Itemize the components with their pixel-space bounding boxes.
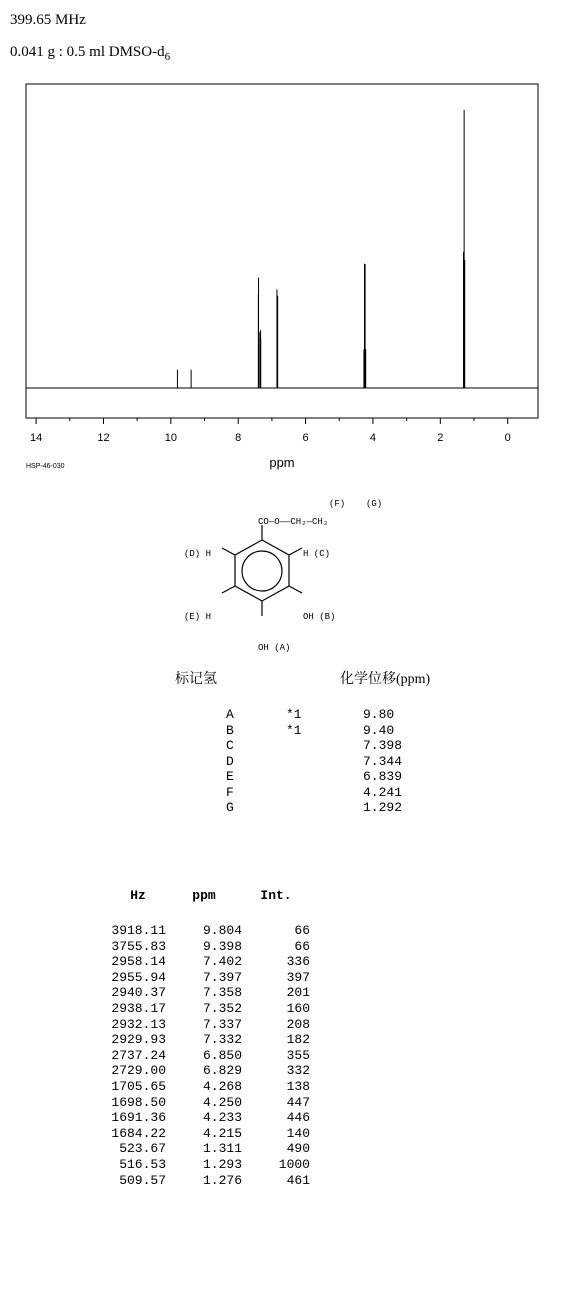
assignment-shift: 9.80 xyxy=(363,707,395,722)
cell-ppm: 7.337 xyxy=(202,1016,242,1032)
assignment-label: F xyxy=(226,784,234,800)
cell-ppm: 7.402 xyxy=(202,954,242,970)
bond-h-d xyxy=(222,548,235,555)
cell-int: 355 xyxy=(286,1047,310,1063)
assignment-note xyxy=(286,754,363,770)
cell-hz: 2929.93 xyxy=(111,1032,166,1048)
assignment-label: D xyxy=(226,753,234,769)
cell-int: 447 xyxy=(286,1094,310,1110)
assignment-note: *1 xyxy=(286,722,302,738)
cell-ppm: 4.215 xyxy=(202,1125,242,1141)
cell-hz: 2938.17 xyxy=(111,1000,166,1016)
x-tick-label: 0 xyxy=(504,432,511,444)
label-g: (G) xyxy=(366,499,383,509)
assignment-note xyxy=(286,785,363,801)
assignment-note xyxy=(286,800,363,816)
assignment-shift-header: 化学位移(ppm) xyxy=(340,672,431,687)
benzene-ring xyxy=(235,540,289,601)
header-ppm: ppm xyxy=(192,888,216,903)
assignment-note xyxy=(286,738,363,754)
assignment-row xyxy=(226,723,402,739)
assignment-shift: 1.292 xyxy=(363,800,403,815)
assignment-row xyxy=(226,707,402,723)
table-row xyxy=(110,1173,310,1189)
cell-ppm: 7.352 xyxy=(202,1000,242,1016)
cell-int: 138 xyxy=(286,1078,310,1094)
assignment-shift: 7.398 xyxy=(363,738,403,753)
x-axis-label: ppm xyxy=(269,455,295,470)
table-row xyxy=(110,1141,310,1157)
assignment-note: *1 xyxy=(286,707,302,722)
cell-hz: 2958.14 xyxy=(111,954,166,970)
assignment-row xyxy=(226,754,402,770)
cell-ppm: 7.358 xyxy=(202,985,242,1001)
table-row xyxy=(110,923,310,939)
table-row xyxy=(110,939,310,955)
ester-group: CO—O——CH₂—CH₃ xyxy=(258,517,329,527)
assignment-label: G xyxy=(226,800,234,815)
cell-int: 140 xyxy=(286,1125,310,1141)
spectrum-code: HSP-46-030 xyxy=(26,463,65,470)
cell-ppm: 4.268 xyxy=(202,1078,242,1094)
x-tick-label: 8 xyxy=(235,432,242,444)
assignment-label: E xyxy=(226,769,234,784)
table-row xyxy=(110,985,310,1001)
cell-hz: 2940.37 xyxy=(111,985,166,1001)
assignment-shift: 9.40 xyxy=(363,722,395,738)
cell-hz: 3918.11 xyxy=(111,923,166,938)
assignment-row xyxy=(226,738,402,754)
cell-int: 66 xyxy=(294,938,310,954)
cell-hz: 1698.50 xyxy=(111,1094,166,1110)
cell-int: 182 xyxy=(286,1032,310,1048)
table-row xyxy=(110,1017,310,1033)
sample-text: 0.041 g : 0.5 ml DMSO-d xyxy=(10,44,165,60)
cell-hz: 2729.00 xyxy=(111,1063,166,1079)
cell-int: 208 xyxy=(286,1016,310,1032)
bond-oh-b xyxy=(289,586,302,593)
x-tick-label: 10 xyxy=(164,432,177,444)
cell-ppm: 1.311 xyxy=(202,1141,242,1157)
assignment-shift: 4.241 xyxy=(363,784,403,800)
label-b: OH (B) xyxy=(303,612,336,622)
assignment-shift: 6.839 xyxy=(363,769,403,784)
header-hz: Hz xyxy=(130,888,146,903)
cell-int: 160 xyxy=(286,1000,310,1016)
spectrometer-frequency: 399.65 MHz xyxy=(10,12,86,28)
label-c: H (C) xyxy=(303,549,331,559)
cell-ppm: 6.829 xyxy=(202,1063,242,1079)
cell-int: 446 xyxy=(286,1110,310,1126)
cell-hz: 3755.83 xyxy=(111,938,166,954)
assignment-note xyxy=(286,769,363,785)
peak-list-table xyxy=(110,888,310,1188)
table-row xyxy=(110,1110,310,1126)
label-e: (E) H xyxy=(184,612,212,622)
assignment-table xyxy=(226,707,402,816)
cell-hz: 2737.24 xyxy=(111,1047,166,1063)
cell-hz: 1691.36 xyxy=(111,1110,166,1126)
header-int: Int. xyxy=(260,888,292,903)
sample-subscript: 6 xyxy=(164,51,171,63)
assignment-label: A xyxy=(226,707,234,722)
table-row xyxy=(110,1001,310,1017)
assignment-row xyxy=(226,769,402,785)
cell-int: 332 xyxy=(286,1063,310,1079)
cell-hz: 1705.65 xyxy=(111,1078,166,1094)
assignment-shift: 7.344 xyxy=(363,753,403,769)
cell-int: 461 xyxy=(286,1172,310,1188)
cell-ppm: 7.332 xyxy=(202,1032,242,1048)
assignment-row xyxy=(226,800,402,816)
cell-ppm: 4.250 xyxy=(202,1094,242,1110)
label-d: (D) H xyxy=(184,549,212,559)
cell-ppm: 1.276 xyxy=(202,1172,242,1188)
x-tick-label: 14 xyxy=(29,432,43,444)
cell-ppm: 4.233 xyxy=(202,1110,242,1126)
table-row xyxy=(110,954,310,970)
assignment-label: B xyxy=(226,722,234,738)
cell-int: 490 xyxy=(286,1141,310,1157)
cell-ppm: 6.850 xyxy=(202,1047,242,1063)
cell-hz: 2955.94 xyxy=(111,969,166,985)
cell-ppm: 7.397 xyxy=(202,969,242,985)
table-spacer xyxy=(110,904,310,923)
peak-table-header-row xyxy=(110,888,310,904)
assignment-row xyxy=(226,785,402,801)
table-row xyxy=(110,1079,310,1095)
bond-h-c xyxy=(289,548,302,555)
table-row xyxy=(110,1095,310,1111)
cell-hz: 509.57 xyxy=(119,1172,166,1188)
cell-int: 336 xyxy=(286,954,310,970)
x-tick-label: 2 xyxy=(437,432,444,444)
cell-hz: 523.67 xyxy=(119,1141,166,1157)
aromatic-circle xyxy=(242,551,282,591)
table-row xyxy=(110,970,310,986)
x-tick-label: 12 xyxy=(97,432,110,444)
cell-int: 397 xyxy=(286,969,310,985)
table-row xyxy=(110,1126,310,1142)
table-row xyxy=(110,1157,310,1173)
cell-ppm: 1.293 xyxy=(202,1156,242,1172)
cell-ppm: 9.398 xyxy=(202,938,242,954)
assignment-label: C xyxy=(226,738,234,753)
cell-int: 1000 xyxy=(278,1156,310,1172)
cell-hz: 516.53 xyxy=(119,1156,166,1172)
table-row xyxy=(110,1048,310,1064)
table-row xyxy=(110,1063,310,1079)
label-f: (F) xyxy=(329,499,346,509)
bond-h-e xyxy=(222,586,235,593)
cell-int: 201 xyxy=(286,985,310,1001)
label-a: OH (A) xyxy=(258,643,291,653)
x-tick-label: 4 xyxy=(369,432,377,444)
cell-hz: 1684.22 xyxy=(111,1125,166,1141)
cell-ppm: 9.804 xyxy=(202,923,242,938)
x-tick-label: 6 xyxy=(302,432,309,444)
cell-hz: 2932.13 xyxy=(111,1016,166,1032)
table-row xyxy=(110,1032,310,1048)
assignment-label-header: 标记氢 xyxy=(175,672,217,687)
cell-int: 66 xyxy=(294,923,310,938)
